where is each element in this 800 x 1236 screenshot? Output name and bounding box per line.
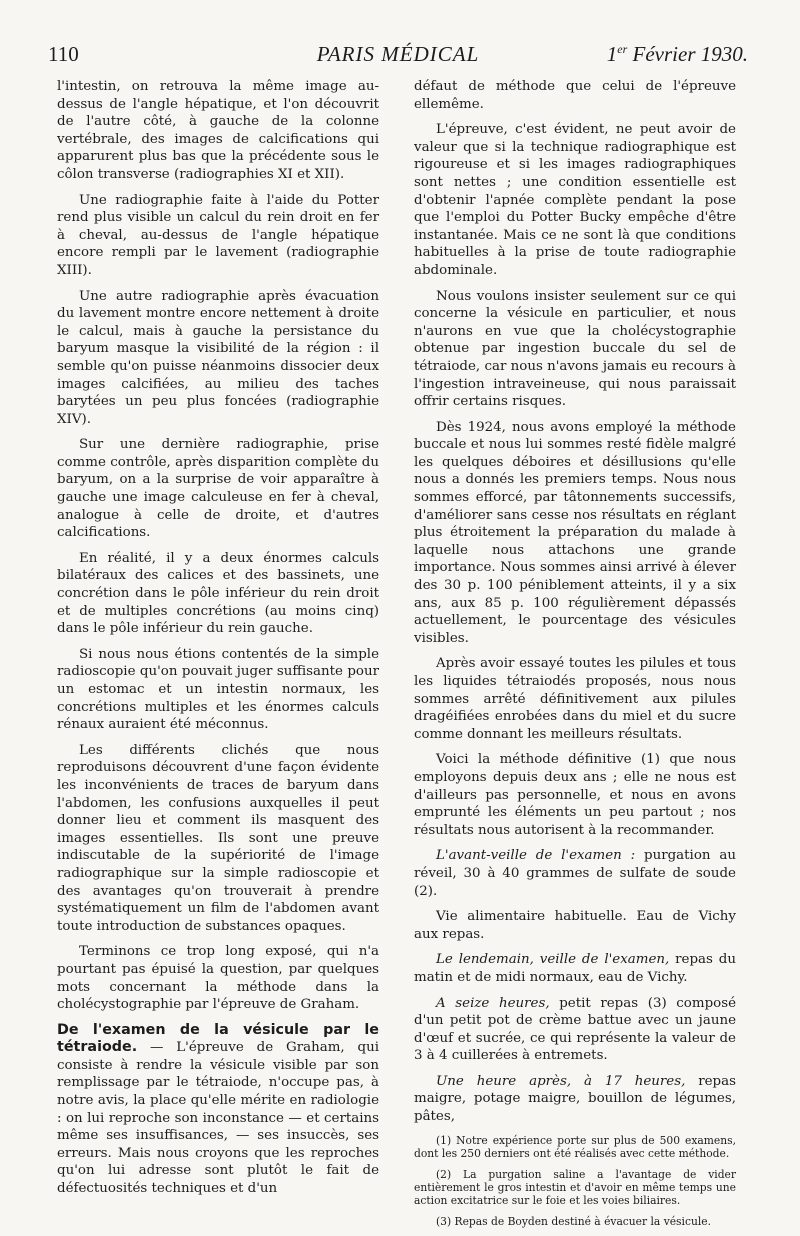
paragraph: l'intestin, on retrouva la même image au-dessus de l'angle hépatique, et l'on découvrit de l'autre côté, à gauche de la colonne vertébrale, des images de calcifications qui apparurent plus bas que la précédente sous le côlon transverse (radiographies XI et XII). xyxy=(57,79,379,182)
emphasis: L'avant-veille de l'examen : xyxy=(436,848,636,864)
paragraph: Si nous nous étions contentés de la simple radioscopie qu'on pouvait juger suffisante pour un estomac et un intestin normaux, les concrétions multiples et les énormes calculs rénaux auraient été méconnus. xyxy=(57,646,379,733)
paragraph xyxy=(414,995,736,1065)
section-heading: De l'examen de la vésicule par le tétraiode. xyxy=(57,1021,379,1056)
issue-date xyxy=(607,42,748,67)
emphasis: A seize heures, xyxy=(436,995,550,1011)
paragraph: Les différents clichés que nous reproduisons découvrent d'une façon évidente les inconvénients de traces de baryum dans l'abdomen, les confusions auxquelles il peut donner lieu et comment ils masquent des images essentielles. Ils sont une preuve indiscutable de la supériorité de l'image radiographique sur la simple radioscopie et des avantages qu'on trouverait à prendre systématiquement un film de l'abdomen avant toute introduction de substances opaques. xyxy=(57,742,379,934)
issue-date-day: 1 xyxy=(606,42,618,66)
paragraph-text: purgation au réveil, 30 à 40 grammes de sulfate de soude (2). xyxy=(414,848,736,899)
paragraph: Voici la méthode définitive (1) que nous employons depuis deux ans ; elle ne nous est d'ailleurs pas personnelle, et nous en avons emprunté les éléments un peu partout ; nos résultats nous autorisent à la recommander. xyxy=(414,752,736,838)
paragraph: Nous voulons insister seulement sur ce qui concerne la vésicule en particulier, et nous n'aurons en vue que la cholécystographie obtenue par ingestion buccale du sel de tétraiode, car nous n'avons jamais eu recours à l'ingestion intraveineuse, qui nous paraissait offrir certains risques. xyxy=(414,288,736,410)
paragraph: défaut de méthode que celui de l'épreuve ellemême. xyxy=(414,79,736,112)
right-column xyxy=(414,78,736,1236)
paragraph: Terminons ce trop long exposé, qui n'a pourtant pas épuisé la question, par quelques mots concernant la méthode dans la cholécystographie par l'épreuve de Graham. xyxy=(57,944,379,1013)
paragraph-text: repas du matin et de midi normaux, eau de Vichy. xyxy=(414,952,737,985)
paragraph xyxy=(414,951,736,986)
emphasis: Le lendemain, veille de l'examen, xyxy=(436,952,670,968)
left-column xyxy=(57,78,379,1206)
section-body: — L'épreuve de Graham, qui consiste à rendre la vésicule visible par son remplissage par le tétraiode, n'occupe pas, à notre avis, la place qu'elle mérite en radiologie : on lui reproche son inconstance — et certains même ses insuffisances, — ses insuccès, ses erreurs. Mais nous croyons que les reproches qu'on lui adresse sont plutôt le fait de défectuosités techniques et d'un xyxy=(57,1040,379,1197)
emphasis: Une heure après, à 17 heures, xyxy=(436,1073,686,1089)
footnote: (1) Notre expérience porte sur plus de 500 examens, dont les 250 derniers ont été réalisés avec cette méthode. xyxy=(414,1133,736,1160)
paragraph-text: petit repas (3) composé d'un petit pot de crème battue avec un jaune d'œuf et sucrée, ce qui représente la valeur de 3 à 4 cuillerées à entremets. xyxy=(414,995,736,1064)
paragraph: Sur une dernière radiographie, prise comme contrôle, après disparition complète du baryum, on a la surprise de voir apparaître à gauche une image calculeuse en fer à cheval, analogue à celle de droite, et d'autres calcifications. xyxy=(57,437,379,541)
issue-date-rest: Février 1930. xyxy=(627,42,748,66)
paragraph: Une radiographie faite à l'aide du Potter rend plus visible un calcul du rein droit en fer à cheval, au-dessus de l'angle hépatique encore rempli par le lavement (radiographie XIII). xyxy=(57,192,379,278)
paragraph: Une autre radiographie après évacuation du lavement montre encore nettement à droite le calcul, mais à gauche la persistance du baryum masque la visibilité de la région : il semble qu'on puisse néanmoins dissocier deux images calcifiées, au milieu des taches barytées un peu plus foncées (radiographie XIV). xyxy=(57,288,379,427)
paragraph: Après avoir essayé toutes les pilules et tous les liquides tétraiodés proposés, nous nous sommes arrêté définitivement aux pilules dragéifiées enrobées dans du miel et du sucre comme donnant les meilleurs résultats. xyxy=(414,656,736,742)
section-paragraph xyxy=(57,1022,379,1198)
paragraph: Vie alimentaire habituelle. Eau de Vichy aux repas. xyxy=(414,909,736,942)
footnote: (3) Repas de Boyden destiné à évacuer la vésicule. xyxy=(436,1214,711,1228)
footnotes xyxy=(414,1134,736,1228)
issue-date-sup: er xyxy=(617,42,628,56)
journal-title: PARIS MÉDICAL xyxy=(316,42,480,66)
paragraph: L'épreuve, c'est évident, ne peut avoir de valeur que si la technique radiographique est rigoureuse et si les images radiographiques sont nettes ; une condition essentielle est d'obtenir l'apnée complète pendant la pose que l'emploi du Potter Bucky empêche d'être instantanée. Mais ce ne sont là que conditions habituelles à la prise de toute radiographie abdominale. xyxy=(414,122,736,278)
paragraph: En réalité, il y a deux énormes calculs bilatéraux des calices et des bassinets, une concrétion dans le pôle inférieur du rein droit et de multiples concrétions (au moins cinq) dans le pôle inférieur du rein gauche. xyxy=(57,550,379,637)
paragraph xyxy=(414,1073,736,1126)
running-header xyxy=(48,42,748,74)
paragraph-text: repas maigre, potage maigre, bouillon de légumes, pâtes, xyxy=(414,1073,736,1125)
page-number: 110 xyxy=(48,42,79,66)
paragraph: Dès 1924, nous avons employé la méthode buccale et nous lui sommes resté fidèle malgré les quelques déboires et désillusions qu'elle nous a donnés les premiers temps. Nous nous sommes efforcé, par tâtonnements successifs, d'améliorer sans cesse nos résultats en réglant plus étroitement la préparation du malade à laquelle nous attachons une grande importance. Nous sommes ainsi arrivé à élever des 30 p. 100 péniblement atteints, il y a six ans, aux 85 p. 100 régulièrement dépassés actuellement, le pourcentage des vésicules visibles. xyxy=(414,419,736,646)
paragraph xyxy=(414,847,736,900)
footnote: (2) La purgation saline a l'avantage de vider entièrement le gros intestin et d'avoir en même temps une action excitatrice sur le foie et les voies biliaires. xyxy=(414,1167,736,1207)
